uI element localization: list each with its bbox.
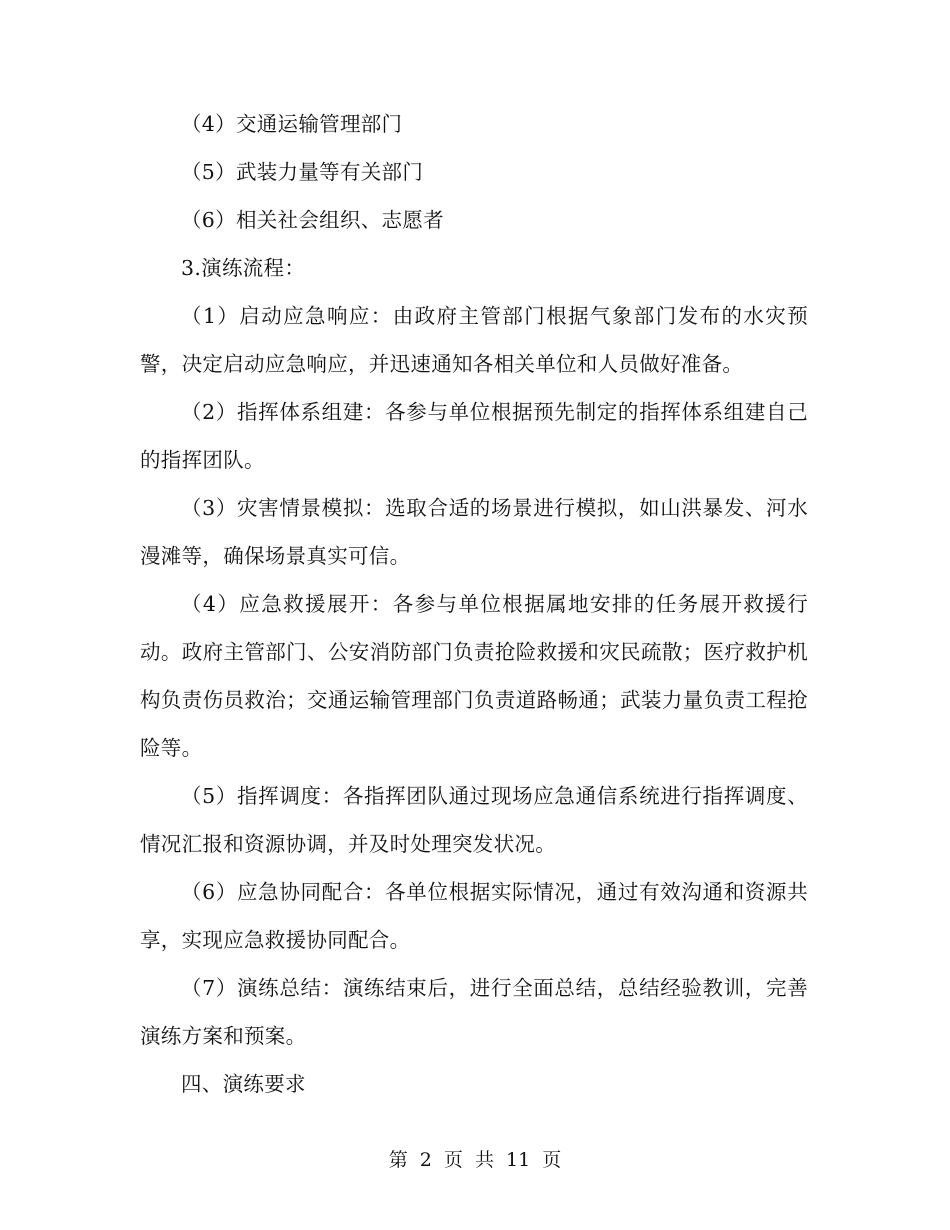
paragraph-step-1: （1）启动应急响应：由政府主管部门根据气象部门发布的水灾预警，决定启动应急响应，并迅速通知各相关单位和人员做好准备。	[140, 304, 808, 376]
paragraph-step-7: （7）演练总结：演练结束后，进行全面总结，总结经验教训，完善演练方案和预案。	[140, 976, 808, 1048]
paragraph-step-3: （3）灾害情景模拟：选取合适的场景进行模拟，如山洪暴发、河水漫滩等，确保场景真实可信。	[140, 496, 808, 568]
paragraph-participant-5: （5）武装力量等有关部门	[181, 160, 424, 184]
paragraph-participant-4: （4）交通运输管理部门	[181, 112, 403, 136]
section-heading-drill-process: 3.演练流程：	[181, 256, 306, 280]
document-body	[140, 100, 808, 1108]
section-heading-drill-requirements: 四、演练要求	[181, 1072, 306, 1096]
paragraph-step-2: （2）指挥体系组建：各参与单位根据预先制定的指挥体系组建自己的指挥团队。	[140, 400, 808, 472]
paragraph-step-5: （5）指挥调度：各指挥团队通过现场应急通信系统进行指挥调度、情况汇报和资源协调，并及时处理突发状况。	[140, 784, 808, 856]
paragraph-participant-6: （6）相关社会组织、志愿者	[181, 208, 444, 232]
paragraph-step-6: （6）应急协同配合：各单位根据实际情况，通过有效沟通和资源共享，实现应急救援协同配合。	[140, 880, 808, 952]
paragraph-step-4: （4）应急救援展开：各参与单位根据属地安排的任务展开救援行动。政府主管部门、公安消防部门负责抢险救援和灾民疏散；医疗救护机构负责伤员救治；交通运输管理部门负责道路畅通；武装力量负责工程抢险等。	[140, 592, 808, 760]
page-number-footer: 第 2 页 共 11 页	[388, 1149, 562, 1171]
